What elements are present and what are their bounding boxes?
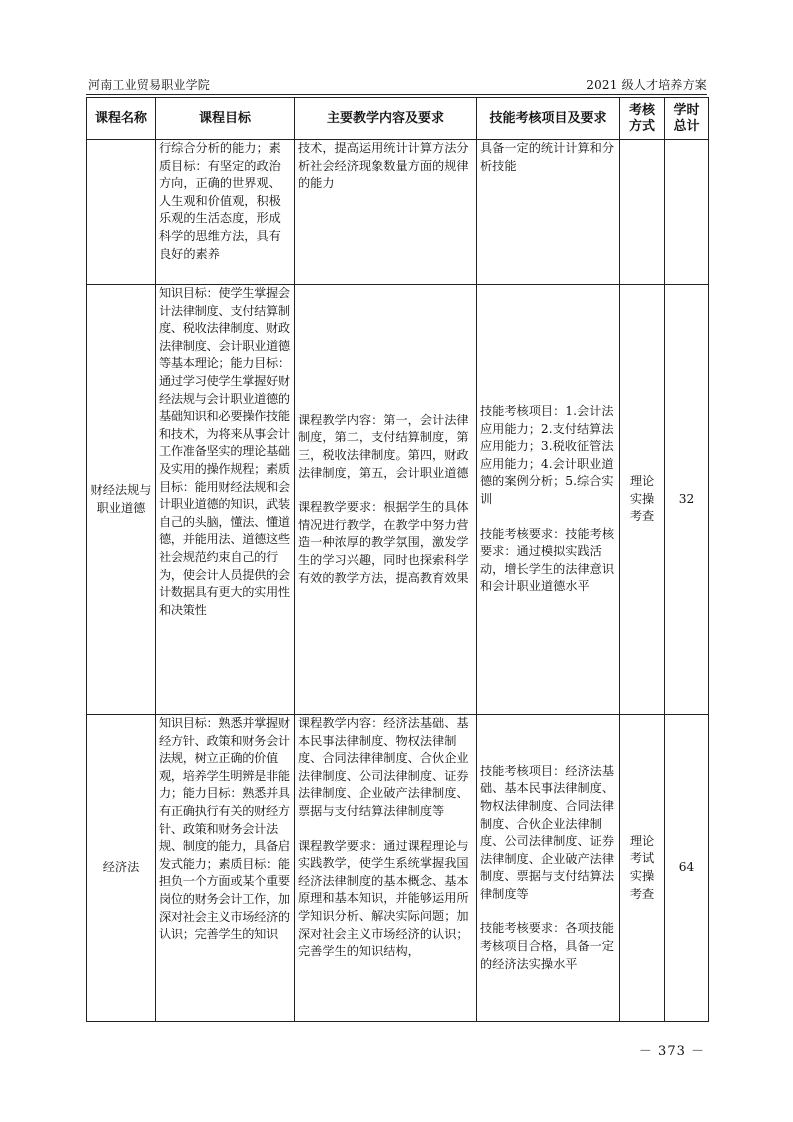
cell-course-goal: 知识目标：熟悉并掌握财经方针、政策和财务会计法规，树立正确的价值观，培养学生明辨是非能力；能力目标：熟悉并具有正确执行有关的财经方针、政策和财务会计法规、制度的能力，具备启发式能力；素质目标：能担负一个方面或某个重要岗位的财务会计工作，加深对社会主义市场经济的认识；完善学生的知识 bbox=[156, 715, 295, 1022]
paragraph-gap bbox=[480, 509, 616, 526]
cell-total-hours: 32 bbox=[665, 285, 709, 715]
cell-exam-method bbox=[620, 715, 665, 1022]
table-row bbox=[87, 140, 709, 285]
cell-course-name: 财经法规与职业道德 bbox=[87, 285, 156, 715]
table-header-row bbox=[87, 98, 709, 140]
header-plan-title: 2021 级人才培养方案 bbox=[586, 78, 707, 92]
header-school-name: 河南工业贸易职业学院 bbox=[88, 78, 211, 92]
cell-total-hours bbox=[665, 140, 709, 285]
exam-method-line: 考试 bbox=[629, 851, 655, 866]
column-header-course-goal: 课程目标 bbox=[156, 98, 295, 140]
skill-requirement-text: 技能考核要求：技能考核要求：通过模拟实践活动，增长学生的法律意识和会计职业道德水平 bbox=[480, 526, 615, 594]
exam-method-line: 实操 bbox=[629, 491, 655, 506]
course-table bbox=[86, 97, 709, 1022]
page-number: － 373 － bbox=[638, 1044, 705, 1059]
paragraph-gap bbox=[298, 821, 473, 838]
teaching-content-text: 课程教学内容：经济法基础、基本民事法律制度、物权法律制度、合同法律律制度、合伙企业法律制度、公司法律制度、证券法律制度、企业破产法律制度、票据与支付结算法律制度等 bbox=[298, 716, 469, 818]
cell-skill-assessment bbox=[477, 285, 620, 715]
cell-exam-method bbox=[620, 285, 665, 715]
cell-teaching-content bbox=[295, 715, 477, 1022]
cell-exam-method bbox=[620, 140, 665, 285]
cell-course-name: 经济法 bbox=[87, 715, 156, 1022]
column-header-total-hours-line2: 总计 bbox=[673, 118, 700, 134]
exam-method-line: 考查 bbox=[629, 509, 655, 524]
paragraph-gap bbox=[480, 903, 616, 920]
header-rule bbox=[86, 94, 707, 95]
column-header-exam-method-line1: 考核 bbox=[628, 102, 655, 118]
skill-items-text: 技能考核项目：经济法基础、基本民事法律制度、物权法律制度、合同法律制度、合伙企业法律制度、公司法律制度、证券法律制度、企业破产法律制度、票据与支付结算法律制度等 bbox=[480, 763, 615, 901]
column-header-total-hours bbox=[665, 98, 709, 140]
cell-teaching-content: 技术，提高运用统计计算方法分析社会经济现象数量方面的规律的能力 bbox=[295, 140, 477, 285]
cell-course-goal: 行综合分析的能力；素质目标：有坚定的政治方向，正确的世界观、人生观和价值观，积极乐观的生活态度，形成科学的思维方法，具有良好的素养 bbox=[156, 140, 295, 285]
skill-requirement-text: 技能考核要求：各项技能考核项目合格，具备一定的经济法实操水平 bbox=[480, 921, 615, 971]
exam-method-line: 实操 bbox=[629, 869, 655, 883]
teaching-requirement-text: 课程教学要求：通过课程理论与实践教学，使学生系统掌握我国经济法律制度的基本概念、基本原理和基本知识，并能够运用所学知识分析、解决实际问题；加深对社会主义市场经济的认识；完善学生的知识结构， bbox=[298, 838, 469, 959]
column-header-exam-method bbox=[620, 98, 665, 140]
paragraph-gap bbox=[298, 482, 473, 499]
column-header-skill-assessment: 技能考核项目及要求 bbox=[477, 98, 620, 140]
column-header-course-name: 课程名称 bbox=[87, 98, 156, 140]
teaching-content-text: 课程教学内容：第一，会计法律制度，第二，支付结算制度，第三，税收法律制度。第四，财政法律制度，第五，会计职业道德 bbox=[298, 412, 469, 480]
cell-course-name bbox=[87, 140, 156, 285]
cell-total-hours: 64 bbox=[665, 715, 709, 1022]
cell-teaching-content bbox=[295, 285, 477, 715]
column-header-teaching-content: 主要教学内容及要求 bbox=[295, 98, 477, 140]
table-row bbox=[87, 285, 709, 715]
table-row bbox=[87, 715, 709, 1022]
cell-skill-assessment: 具备一定的统计计算和分析技能 bbox=[477, 140, 620, 285]
exam-method-line: 理论 bbox=[629, 833, 655, 848]
column-header-exam-method-line2: 方式 bbox=[628, 118, 655, 134]
teaching-requirement-text: 课程教学要求：根据学生的具体情况进行教学，在教学中努力营造一种浓厚的教学氛围，激发学生的学习兴趣，同时也探索科学有效的教学方法，提高教育效果 bbox=[298, 500, 469, 585]
cell-course-goal: 知识目标：使学生掌握会计法律制度、支付结算制度、税收法律制度、财政法律制度、会计职业道德等基本理论；能力目标：通过学习使学生掌握好财经法规与会计职业道德的基础知识和必要操作技能和技术，为将来从事会计工作准备坚实的理论基础及实用的操作规程；素质目标：能用财经法规和会计职业道德的知识，武装自己的头脑，懂法、懂道德，并能用法、道德这些社会规范约束自己的行为，使会计人员提供的会计数据具有更大的实用性和决策性 bbox=[156, 285, 295, 715]
cell-skill-assessment bbox=[477, 715, 620, 1022]
exam-method-line: 考查 bbox=[629, 886, 655, 901]
skill-items-text: 技能考核项目：1.会计法应用能力；2.支付结算法应用能力；3.税收征管法应用能力；4.会计职业道德的案例分析；5.综合实训 bbox=[480, 404, 614, 506]
exam-method-line: 理论 bbox=[629, 474, 655, 489]
column-header-total-hours-line1: 学时 bbox=[673, 102, 700, 118]
